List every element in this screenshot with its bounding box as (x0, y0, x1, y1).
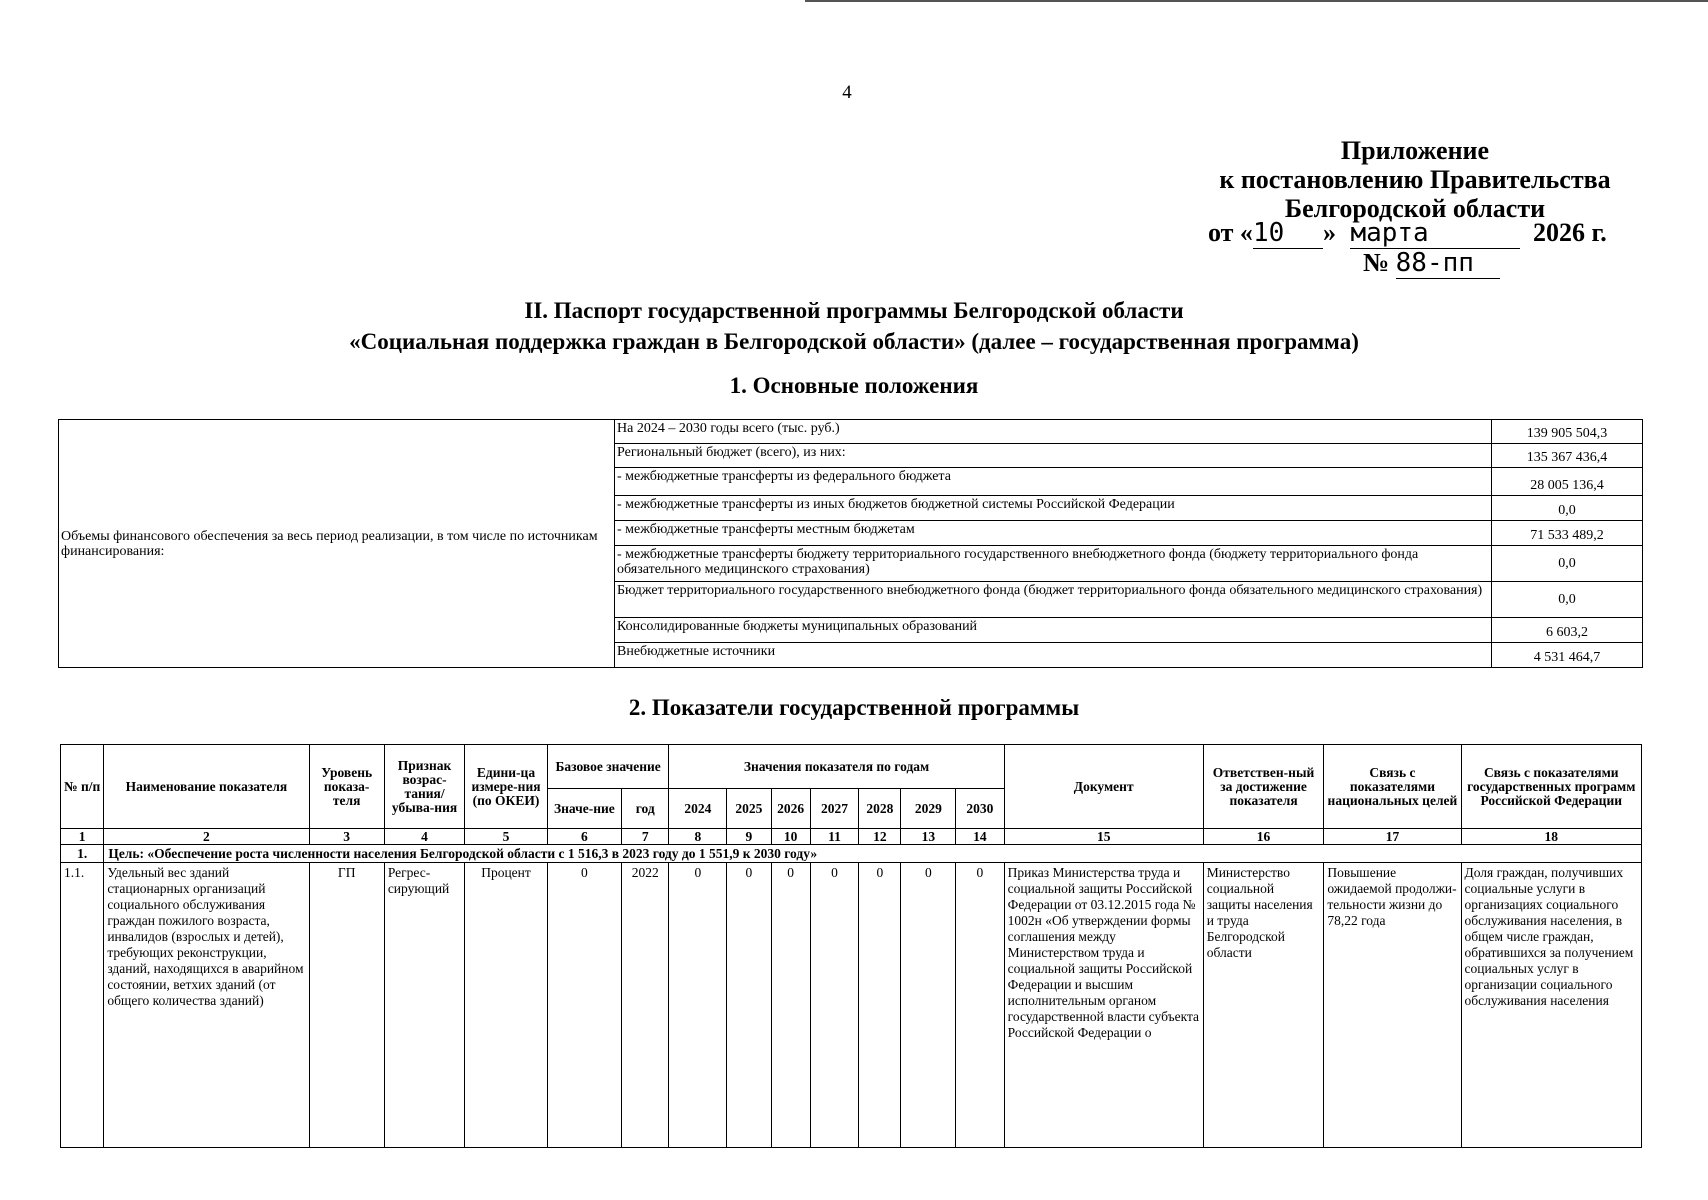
row-state-program: Доля граждан, получивших социальные услуги в организациях социального обслуживания населения, в общем числе граждан, обратившихся за получением социальных услуг в организации социального обслуживания населения (1461, 863, 1641, 1148)
finance-amount: 135 367 436,4 (1492, 444, 1643, 468)
finance-amount: 0,0 (1492, 546, 1643, 582)
date-prefix: от « (1208, 218, 1253, 247)
passport-title (0, 295, 1708, 357)
column-number: 12 (859, 829, 901, 845)
header-national-goals: Связь с показателями национальных целей (1324, 745, 1461, 829)
finance-item: - межбюджетные трансферты бюджету территориального государственного внебюджетного фонда (бюджету территориального фонда обязательного медицинского страхования) (615, 546, 1492, 582)
date-mid: » (1322, 218, 1336, 247)
row-value-2025: 0 (727, 863, 771, 1148)
finance-amount: 0,0 (1492, 496, 1643, 521)
row-value-2026: 0 (771, 863, 810, 1148)
date-year: 2026 г. (1532, 218, 1607, 247)
column-number: 6 (547, 829, 621, 845)
column-number: 7 (622, 829, 669, 845)
column-number: 1 (61, 829, 104, 845)
row-value-2029: 0 (901, 863, 956, 1148)
column-number: 10 (771, 829, 810, 845)
column-number: 5 (465, 829, 548, 845)
date-day: 10 (1253, 218, 1323, 249)
finance-label: Объемы финансового обеспечения за весь период реализации, в том числе по источникам финансирования: (59, 420, 615, 668)
appendix-line-1: Приложение (1340, 136, 1490, 165)
section-1-title: 1. Основные положения (729, 373, 979, 398)
top-border-line (805, 0, 1708, 2)
number-value: 88-пп (1396, 248, 1500, 279)
section-2-title: 2. Показатели государственной программы (628, 695, 1080, 720)
table-row (61, 863, 1642, 1148)
header-level: Уровень показа-теля (309, 745, 384, 829)
finance-amount: 71 533 489,2 (1492, 521, 1643, 546)
column-number: 3 (309, 829, 384, 845)
column-number: 14 (956, 829, 1005, 845)
finance-amount: 139 905 504,3 (1492, 420, 1643, 444)
column-number: 9 (727, 829, 771, 845)
header-year: 2028 (859, 789, 901, 829)
row-document: Приказ Министерства труда и социальной защиты Российской Федерации от 03.12.2015 года № 1002н «Об утверждении формы соглашения между Министерством труда и социальной защиты Российской Федерации и высшим исполнительным органом государственной власти субъекта Российской Федерации о (1004, 863, 1203, 1148)
finance-amount: 6 603,2 (1492, 618, 1643, 643)
row-sign: Регрес-сирующий (384, 863, 464, 1148)
header-year: 2029 (901, 789, 956, 829)
finance-table (58, 419, 1643, 668)
header-name: Наименование показателя (104, 745, 309, 829)
finance-amount: 0,0 (1492, 582, 1643, 618)
row-name: Удельный вес зданий стационарных организаций социального обслуживания граждан пожилого возраста, инвалидов (взрослых и детей), требующих реконструкции, зданий, находящихся в аварийном состоянии, ветхих зданий (от общего количества зданий) (104, 863, 309, 1148)
appendix-line-3: Белгородской области (1284, 194, 1546, 223)
header-document: Документ (1004, 745, 1203, 829)
column-number: 16 (1203, 829, 1324, 845)
column-number: 15 (1004, 829, 1203, 845)
decree-number (1363, 248, 1500, 279)
appendix-header (1200, 136, 1630, 223)
header-year: 2030 (956, 789, 1005, 829)
indicators-table (60, 744, 1642, 1148)
row-unit: Процент (465, 863, 548, 1148)
column-number: 2 (104, 829, 309, 845)
header-by-years: Значения показателя по годам (669, 745, 1004, 789)
row-responsible: Министерство социальной защиты населения и труда Белгородской области (1203, 863, 1324, 1148)
goal-number: 1. (61, 845, 104, 863)
header-base: Базовое значение (547, 745, 669, 789)
header-year: 2025 (727, 789, 771, 829)
finance-item: На 2024 – 2030 годы всего (тыс. руб.) (615, 420, 1492, 444)
column-number: 17 (1324, 829, 1461, 845)
header-year: 2026 (771, 789, 810, 829)
column-number: 4 (384, 829, 464, 845)
finance-item: - межбюджетные трансферты из федерального бюджета (615, 468, 1492, 496)
column-number: 8 (669, 829, 727, 845)
decree-date (1208, 218, 1638, 249)
row-national-goal: Повышение ожидаемой продолжи-тельности жизни до 78,22 года (1324, 863, 1461, 1148)
row-value-2030: 0 (956, 863, 1005, 1148)
finance-item: - межбюджетные трансферты из иных бюджетов бюджетной системы Российской Федерации (615, 496, 1492, 521)
page-number: 4 (842, 82, 852, 103)
finance-item: - межбюджетные трансферты местным бюджетам (615, 521, 1492, 546)
column-number: 11 (810, 829, 858, 845)
finance-item: Региональный бюджет (всего), из них: (615, 444, 1492, 468)
row-base-year: 2022 (622, 863, 669, 1148)
appendix-line-2: к постановлению Правительства (1219, 165, 1611, 194)
row-value-2024: 0 (669, 863, 727, 1148)
header-base-value: Значе-ние (547, 789, 621, 829)
goal-text: Цель: «Обеспечение роста численности населения Белгородской области с 1 516,3 в 2023 году до 1 551,9 к 2030 году» (104, 845, 1642, 863)
header-year: 2024 (669, 789, 727, 829)
header-year: 2027 (810, 789, 858, 829)
row-level: ГП (309, 863, 384, 1148)
header-sign: Признак возрас-тания/ убыва-ния (384, 745, 464, 829)
column-number: 13 (901, 829, 956, 845)
header-state-programs: Связь с показателями государственных программ Российской Федерации (1461, 745, 1641, 829)
row-value-2027: 0 (810, 863, 858, 1148)
date-month: марта (1350, 218, 1520, 249)
header-num: № п/п (61, 745, 104, 829)
finance-item: Внебюджетные источники (615, 643, 1492, 668)
header-base-year: год (622, 789, 669, 829)
finance-item: Бюджет территориального государственного внебюджетного фонда (бюджет территориального фонда обязательного медицинского страхования) (615, 582, 1492, 618)
header-responsible: Ответствен-ный за достижение показателя (1203, 745, 1324, 829)
row-value-2028: 0 (859, 863, 901, 1148)
passport-title-line-1: II. Паспорт государственной программы Белгородской области (524, 298, 1184, 323)
header-unit: Едини-ца измере-ния (по ОКЕИ) (465, 745, 548, 829)
row-base-value: 0 (547, 863, 621, 1148)
passport-title-line-2: «Социальная поддержка граждан в Белгородской области» (далее – государственная программа) (349, 329, 1359, 354)
finance-amount: 4 531 464,7 (1492, 643, 1643, 668)
row-num: 1.1. (61, 863, 104, 1148)
finance-amount: 28 005 136,4 (1492, 468, 1643, 496)
number-prefix: № (1363, 248, 1390, 277)
finance-item: Консолидированные бюджеты муниципальных образований (615, 618, 1492, 643)
column-number: 18 (1461, 829, 1641, 845)
